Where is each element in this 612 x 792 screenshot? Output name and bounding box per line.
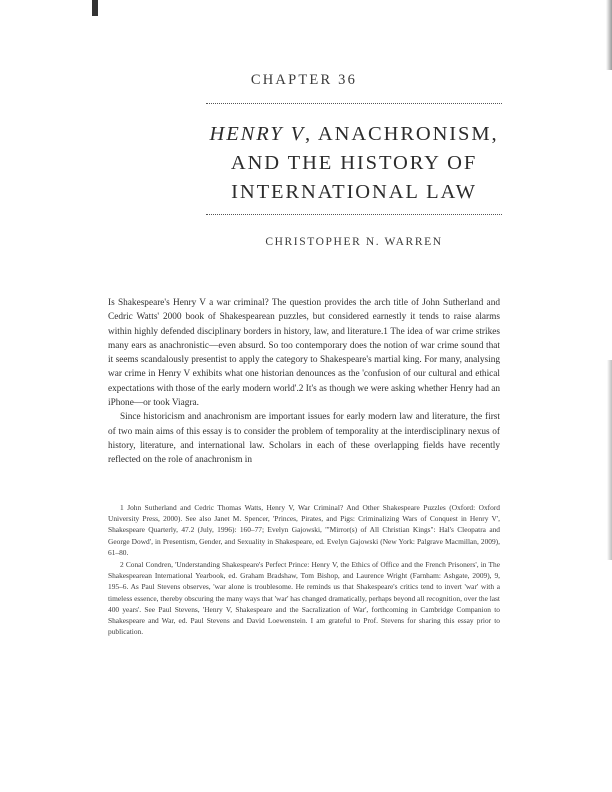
- author-name: CHRISTOPHER N. WARREN: [265, 236, 443, 248]
- scan-shadow-right-low: [607, 360, 612, 560]
- body-paragraph-1: Is Shakespeare's Henry V a war criminal? The question provides the arch title of John Sutherland and Cedric Watts' 2000 book of Shakespearean puzzles, but considered earnestly it tends to raise alarms within highly defended disciplinary borders in history, law, and literature.1 The idea of war crime strikes many ears as anachronistic—even absurd. So too contemporary does the notion of war crime sound that it seems scandalously presentist to apply the category to Shakespeare's martial king. For many, analysing war crime in Henry V exhibits what one historian denounces as the 'confusion of our cultural and ethical expectations with those of the early modern world'.2 It's as though we were asking whether Henry had an iPhone—or took Viagra.: [108, 298, 500, 409]
- scan-shadow-right: [606, 0, 612, 70]
- body-text: [108, 296, 500, 468]
- dotted-rule-bottom: [206, 214, 502, 215]
- body-paragraph-2: Since historicism and anachronism are important issues for early modern law and literature, the first of two main aims of this essay is to consider the problem of temporality at the interdisciplinary nexus of history, literature, and international law. Scholars in each of these overlapping fields have recently reflected on the role of anachronism in: [108, 412, 500, 466]
- footnotes: [108, 502, 500, 637]
- document-page: [108, 0, 500, 792]
- scan-shadow-top: [92, 0, 98, 16]
- dotted-rule-top: [206, 103, 502, 104]
- title-italic-play-name: HENRY V: [209, 123, 306, 145]
- footnote-2: 2 Conal Condren, 'Understanding Shakespeare's Perfect Prince: Henry V, the Ethics of Office and the French Prisoners', in The Shakespearean International Yearbook, ed. Graham Bradshaw, Tom Bishop, and Laurence Wright (Farnham: Ashgate, 2009), 9, 195–6. As Paul Stevens observes, 'war alone is troublesome. He reminds us that Shakespeare's critics tend to invert 'war' with a timeless essence, thereby obscuring the many ways that 'war' has changed dramatically, perhaps beyond all recognition, over the last 400 years'. See Paul Stevens, 'Henry V, Shakespeare and the Sacralization of War', forthcoming in Cambridge Companion to Shakespeare and War, ed. Paul Stevens and David Loewenstein. I am grateful to Prof. Stevens for sharing this essay prior to publication.: [108, 560, 500, 637]
- scan-margin: [0, 0, 96, 792]
- title-line-2: AND THE HISTORY OF: [230, 152, 478, 174]
- title-line-3: INTERNATIONAL LAW: [231, 181, 477, 203]
- title-line-1: [206, 120, 502, 149]
- chapter-title: [206, 120, 502, 207]
- footnote-1: 1 John Sutherland and Cedric Thomas Watts, Henry V, War Criminal? And Other Shakespeare Puzzles (Oxford: Oxford University Press, 2000). See also Janet M. Spencer, 'Princes, Pirates, and Pigs: Criminalizing Wars of Conquest in Henry V', Shakespeare Quarterly, 47.2 (July, 1996): 160–77; Evelyn Gajowski, '"Mirror(s) of All Christian Kings": Hal's Cleopatra and George Dowd', in Presentism, Gender, and Sexuality in Shakespeare, ed. Evelyn Gajowski (New York: Palgrave Macmillan, 2009), 61–80.: [108, 503, 500, 557]
- title-line-1-rest: , ANACHRONISM,: [305, 123, 499, 145]
- chapter-number: CHAPTER 36: [250, 72, 358, 88]
